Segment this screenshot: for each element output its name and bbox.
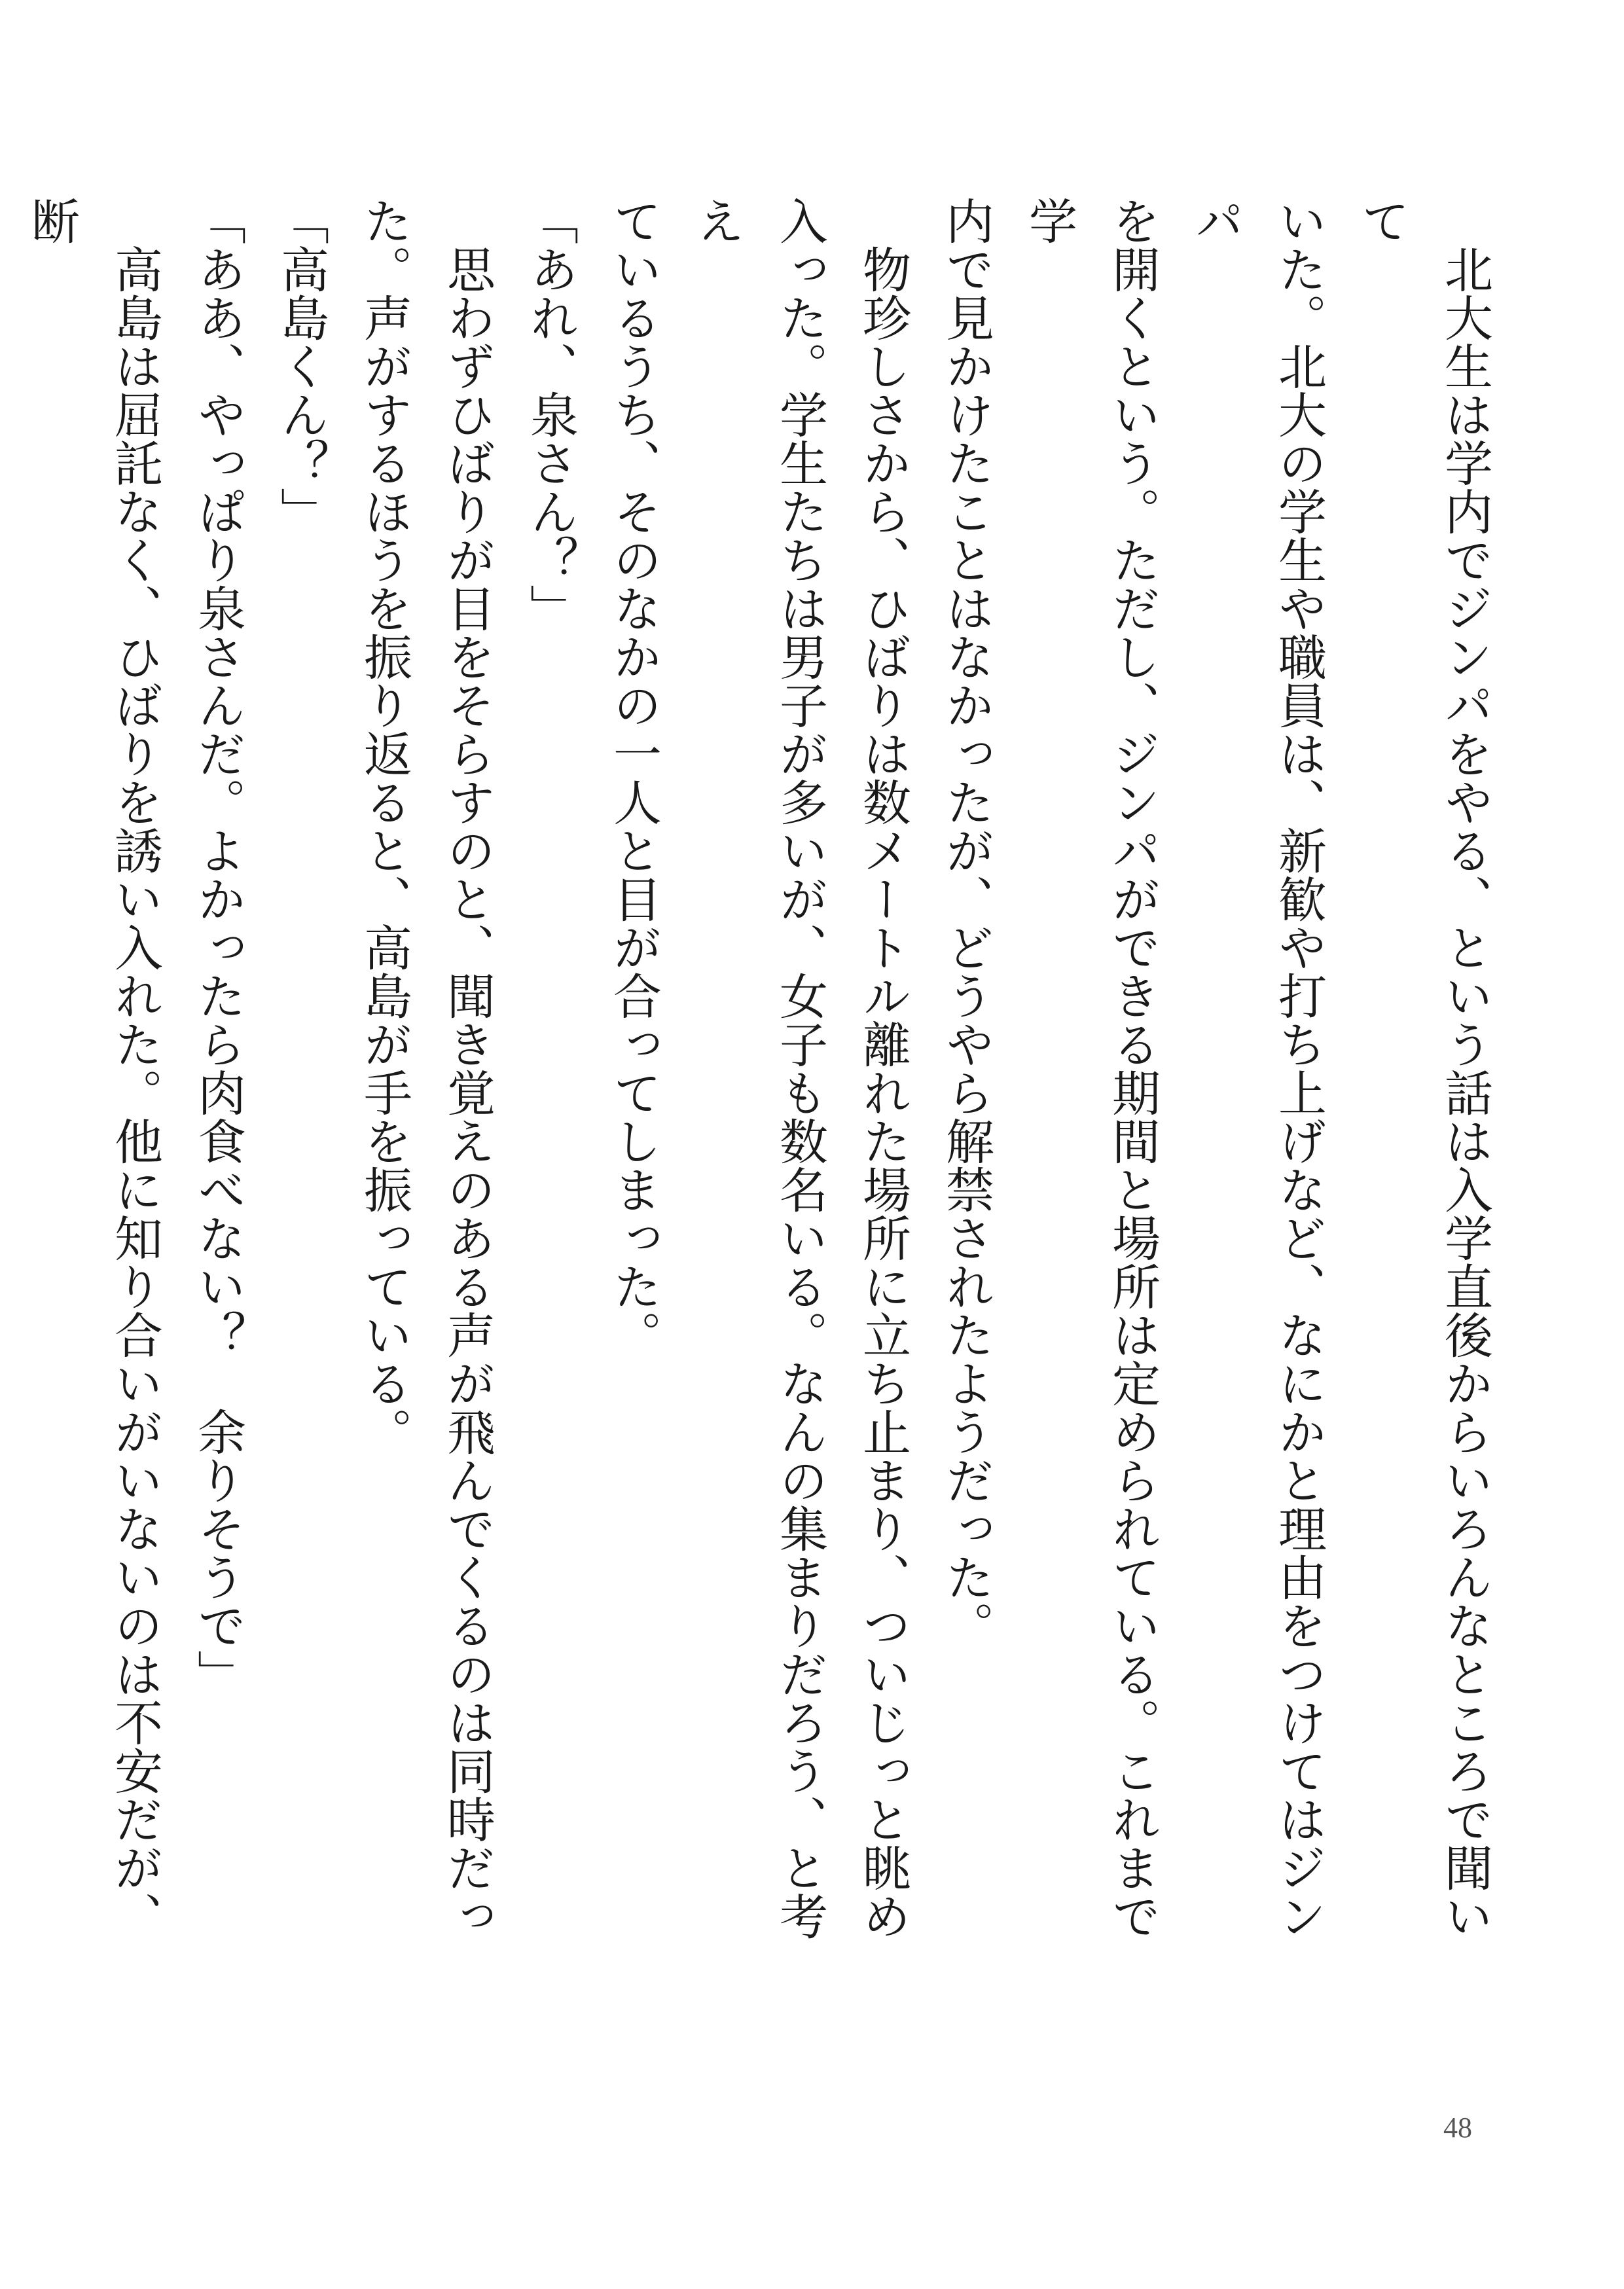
text-line: 「高島くん？」 (273, 196, 329, 535)
text-line (0, 196, 10, 1964)
text-line: を開くという。ただし、ジンパができる期間と場所は定められている。これまで学 (1021, 196, 1161, 1940)
text-line: た。声がするほうを振り返ると、高島が手を振っている。 (356, 196, 412, 1456)
text-line: いた。北大の学生や職員は、新歓や打ち上げなど、なにかと理由をつけてはジンパ (1187, 196, 1327, 1940)
text-line: 「ああ、やっぱり泉さんだ。よかったら肉食べない？ 余りそうで」 (190, 196, 246, 1698)
text-line: ているうち、そのなかの一人と目が合ってしまった。 (605, 196, 662, 1359)
page-number: 48 (1443, 2112, 1472, 2144)
text-line: 物珍しさから、ひばりは数メートル離れた場所に立ち止まり、ついじっと眺め (855, 196, 911, 1940)
text-line: 内で見かけたことはなかったが、どうやら解禁されたようだった。 (938, 196, 994, 1649)
text-line: 北大生は学内でジンパをやる、という話は入学直後からいろんなところで聞いて (1354, 196, 1493, 1940)
vertical-text-body (24, 196, 1506, 1964)
text-line: 入った。学生たちは男子が多いが、女子も数名いる。なんの集まりだろう、と考え (689, 196, 828, 1940)
text-line: 思わずひばりが目をそらすのと、聞き覚えのある声が飛んでくるのは同時だっ (439, 196, 496, 1940)
text-line: 高島は屈託なく、ひばりを誘い入れた。他に知り合いがいないのは不安だが、断 (24, 196, 163, 1940)
text-line: 「あれ、泉さん？」 (522, 196, 579, 632)
